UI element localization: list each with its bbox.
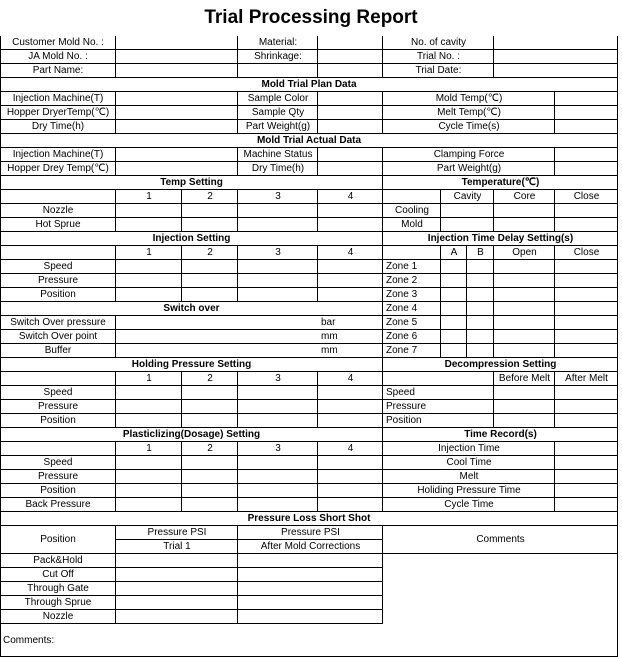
time-label: Melt <box>459 471 479 482</box>
header-label: Trial No. : <box>417 51 460 62</box>
grid-line <box>554 246 555 358</box>
col-header: Comments <box>476 534 525 545</box>
row-label: Position <box>386 415 422 426</box>
grid-line <box>617 36 618 657</box>
row-label: Speed <box>386 387 415 398</box>
section-title: Switch over <box>163 303 220 314</box>
col-header: 4 <box>347 191 354 202</box>
section-title: Mold Trial Plan Data <box>261 79 357 90</box>
unit-label: mm <box>321 345 338 356</box>
row-label: Position <box>40 415 76 426</box>
col-header: Close <box>573 247 600 258</box>
col-header: 4 <box>347 373 354 384</box>
plan-label: Mold Temp(℃) <box>435 93 503 104</box>
col-header: 3 <box>275 373 281 384</box>
grid-line <box>0 63 618 64</box>
grid-line <box>317 148 318 176</box>
grid-line <box>181 190 182 232</box>
grid-line <box>493 372 494 428</box>
grid-line <box>493 190 494 232</box>
col-header: Trial 1 <box>163 541 191 552</box>
row-label: Position <box>40 485 76 496</box>
grid-line <box>317 372 318 428</box>
grid-line <box>115 36 116 78</box>
col-header: Core <box>513 191 536 202</box>
actual-label: Injection Machine(T) <box>12 149 104 160</box>
col-header: After Mold Corrections <box>260 541 361 552</box>
section-title: Pressure Loss Short Shot <box>247 513 371 524</box>
plan-label: Part Weight(g) <box>245 121 311 132</box>
col-header: 2 <box>207 443 213 454</box>
section-title: Temp Setting <box>160 177 223 188</box>
grid-line <box>115 190 116 232</box>
row-label: Switch Over pressure <box>10 317 106 328</box>
comments-label: Comments: <box>3 634 55 646</box>
grid-line <box>115 442 116 512</box>
plan-label: Hopper DryerTemp(℃) <box>6 107 110 118</box>
row-label: Position <box>40 289 76 300</box>
row-label: Pressure <box>37 471 78 482</box>
grid-line <box>317 36 318 78</box>
header-label: Part Name: <box>32 65 84 76</box>
actual-label: Machine Status <box>243 149 313 160</box>
col-header: A <box>450 247 458 258</box>
unit-label: bar <box>321 317 336 328</box>
col-header: 3 <box>275 191 281 202</box>
section-title: Time Record(s) <box>464 429 537 440</box>
grid-line <box>237 372 238 428</box>
actual-label: Dry Time(h) <box>251 163 305 174</box>
zone-label: Zone 2 <box>386 275 418 286</box>
col-header: 2 <box>207 247 213 258</box>
col-header: 1 <box>146 373 152 384</box>
col-header: 2 <box>207 191 213 202</box>
header-label: JA Mold No. : <box>28 51 88 62</box>
grid-line <box>382 92 383 134</box>
actual-label: Hopper Drey Temp(℃) <box>7 163 109 174</box>
grid-line <box>317 442 318 512</box>
row-label: Switch Over point <box>18 331 98 342</box>
section-title: Injection Setting <box>152 233 231 244</box>
header-label: No. of cavity <box>410 37 467 48</box>
header-label: Customer Mold No. : <box>12 37 104 48</box>
grid-line <box>382 148 383 176</box>
report-title: Trial Processing Report <box>204 7 418 28</box>
zone-label: Zone 1 <box>386 261 418 272</box>
grid-line <box>554 190 555 232</box>
grid-line <box>466 246 467 358</box>
grid-line <box>382 358 383 428</box>
grid-line <box>382 526 383 624</box>
grid-line <box>554 92 555 134</box>
report-sheet <box>0 36 622 657</box>
actual-label: Clamping Force <box>433 149 505 160</box>
grid-line <box>115 148 116 176</box>
grid-line <box>237 526 238 624</box>
plan-label: Cycle Time(s) <box>438 121 500 132</box>
plan-label: Dry Time(h) <box>31 121 85 132</box>
col-header: Pressure PSI <box>147 527 207 538</box>
plan-label: Sample Color <box>247 93 309 104</box>
zone-label: Zone 4 <box>386 303 418 314</box>
col-header: 4 <box>347 247 354 258</box>
row-label: Pack&Hold <box>33 555 83 566</box>
grid-line <box>115 246 116 302</box>
row-label: Back Pressure <box>25 499 91 510</box>
grid-line <box>181 372 182 428</box>
grid-line <box>237 92 238 134</box>
time-label: Holiding Pressure Time <box>417 485 521 496</box>
grid-line <box>237 36 238 78</box>
unit-label: mm <box>321 331 338 342</box>
grid-line <box>317 246 318 302</box>
grid-line <box>115 372 116 428</box>
zone-label: Zone 5 <box>386 317 418 328</box>
row-label: Cooling <box>395 205 429 216</box>
col-header: 1 <box>146 191 152 202</box>
grid-line <box>116 539 383 540</box>
grid-line <box>115 316 116 358</box>
row-label: Pressure <box>37 275 78 286</box>
grid-line <box>237 246 238 302</box>
col-header: Cavity <box>453 191 482 202</box>
grid-line <box>115 92 116 134</box>
time-label: Cycle Time <box>444 499 494 510</box>
col-header: Before Melt <box>498 373 551 384</box>
grid-line <box>440 190 441 232</box>
row-label: Buffer <box>44 345 72 356</box>
row-label: Pressure <box>37 401 78 412</box>
row-label: Speed <box>43 261 73 272</box>
col-header: 4 <box>347 443 354 454</box>
row-label: Mold <box>401 219 423 230</box>
col-header: 2 <box>207 373 213 384</box>
section-title: Holding Pressure Setting <box>131 359 252 370</box>
row-label: Hot Sprue <box>35 219 81 230</box>
col-header: 1 <box>146 247 152 258</box>
grid-line <box>237 190 238 232</box>
row-label: Speed <box>43 457 73 468</box>
section-title: Decompression Setting <box>444 359 557 370</box>
row-label: Pressure <box>386 401 427 412</box>
grid-line <box>493 246 494 358</box>
row-label: Through Sprue <box>24 597 92 608</box>
row-label: Cut Off <box>42 569 74 580</box>
grid-line <box>237 442 238 512</box>
col-header: After Melt <box>565 373 608 384</box>
col-header: 3 <box>275 443 281 454</box>
col-header: Open <box>512 247 537 258</box>
grid-line <box>554 372 555 428</box>
header-label: Trial Date: <box>415 65 462 76</box>
grid-line <box>382 428 383 512</box>
col-header: 1 <box>146 443 152 454</box>
grid-line <box>382 36 383 78</box>
time-label: Injection Time <box>438 443 500 454</box>
plan-label: Sample Qty <box>251 107 305 118</box>
header-label: Shrinkage: <box>254 51 302 62</box>
grid-line <box>317 92 318 134</box>
grid-line <box>554 148 555 176</box>
col-header: Position <box>40 534 76 545</box>
plan-label: Melt Temp(℃) <box>437 107 501 118</box>
row-label: Nozzle <box>42 205 74 216</box>
section-title: Mold Trial Actual Data <box>256 135 362 146</box>
grid-line <box>554 442 555 512</box>
col-header: B <box>477 247 484 258</box>
col-header: 3 <box>275 247 281 258</box>
zone-label: Zone 6 <box>386 331 418 342</box>
zone-label: Zone 7 <box>386 345 418 356</box>
section-title: Plasticlizing(Dosage) Setting <box>122 429 261 440</box>
grid-line <box>181 442 182 512</box>
grid-line <box>0 49 618 50</box>
row-label: Speed <box>43 387 73 398</box>
zone-label: Zone 3 <box>386 289 418 300</box>
grid-line <box>181 246 182 302</box>
grid-line <box>115 526 116 624</box>
col-header: Close <box>573 191 600 202</box>
time-label: Cool Time <box>446 457 492 468</box>
row-label: Nozzle <box>42 611 74 622</box>
section-title: Temperature(℃) <box>461 177 540 188</box>
grid-line <box>440 246 441 358</box>
col-header: Pressure PSI <box>281 527 340 538</box>
row-label: Through Gate <box>27 583 89 594</box>
grid-line <box>317 190 318 232</box>
grid-line <box>493 36 494 78</box>
grid-line <box>382 176 383 232</box>
section-title: Injection Time Delay Setting(s) <box>427 233 574 244</box>
header-label: Material: <box>258 37 298 48</box>
actual-label: Part Weight(g) <box>436 163 502 174</box>
plan-label: Injection Machine(T) <box>12 93 104 104</box>
grid-line <box>237 148 238 176</box>
